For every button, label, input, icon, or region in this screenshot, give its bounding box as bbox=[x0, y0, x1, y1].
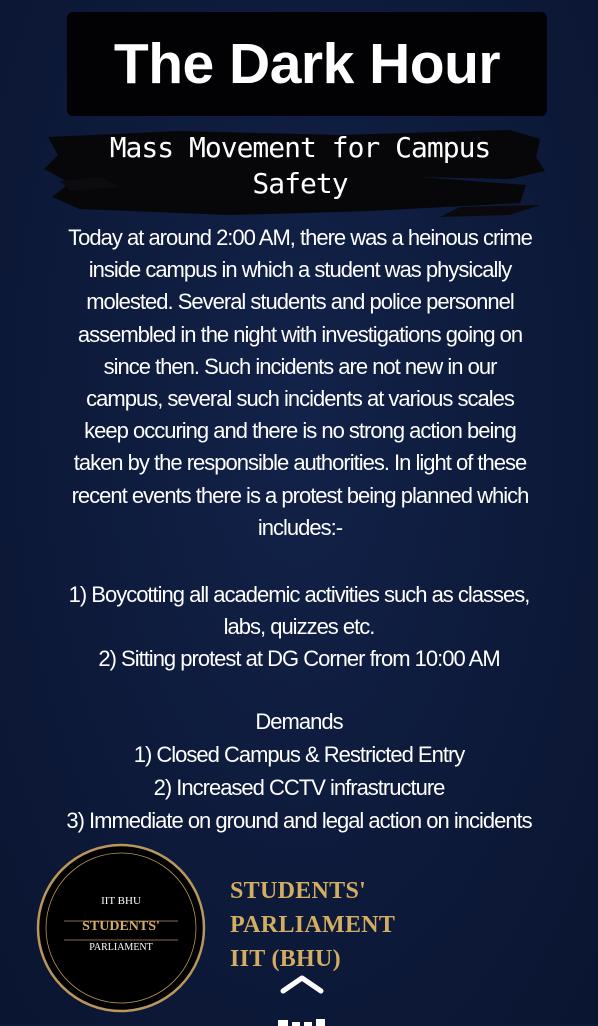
poster-subtitle bbox=[50, 130, 550, 202]
subtitle-line-2: Safety bbox=[252, 167, 348, 200]
demands-heading: Demands bbox=[255, 709, 343, 734]
poster-title: The Dark Hour bbox=[113, 32, 501, 96]
demand-item: 3) Immediate on ground and legal action on incidents bbox=[66, 808, 532, 833]
paragraph-line: molested. Several students and police personnel bbox=[86, 289, 514, 315]
cut-off-caption-fragment bbox=[270, 1014, 340, 1026]
paragraph-line: campus, several such incidents at various scales bbox=[86, 386, 514, 412]
seal-text-students: STUDENTS' bbox=[82, 919, 160, 934]
paragraph-line: assembled in the night with investigations going on bbox=[77, 321, 523, 347]
paragraph-line: taken by the responsible authorities. In light of these bbox=[73, 450, 527, 476]
subtitle-line-1: Mass Movement for Campus bbox=[109, 131, 491, 164]
organizer-name-line-2: PARLIAMENT bbox=[230, 912, 396, 938]
paragraph-line: inside campus in which a student was physically bbox=[88, 257, 512, 283]
chevron-up-icon[interactable] bbox=[279, 972, 325, 996]
paragraph-line: recent events there is a protest being planned which bbox=[71, 482, 529, 508]
paragraph-line: since then. Such incidents are not new in our bbox=[103, 353, 497, 379]
organizer-name-line-3: IIT (BHU) bbox=[230, 946, 341, 972]
seal-text-parliament: PARLIAMENT bbox=[89, 942, 153, 953]
plan-item-1-continued: labs, quizzes etc. bbox=[223, 614, 375, 639]
title-banner bbox=[67, 12, 547, 116]
demand-item: 2) Increased CCTV infrastructure bbox=[153, 775, 445, 800]
paragraph-line: Today at around 2:00 AM, there was a heinous crime bbox=[68, 225, 532, 250]
demand-item: 1) Closed Campus & Restricted Entry bbox=[133, 742, 465, 767]
organizer-name-line-1: STUDENTS' bbox=[230, 878, 367, 904]
plan-item-1: 1) Boycotting all academic activities such as classes, bbox=[68, 582, 530, 607]
paragraph-line: keep occuring and there is no strong action being bbox=[84, 418, 516, 444]
plan-item-2: 2) Sitting protest at DG Corner from 10:00 AM bbox=[98, 646, 500, 671]
seal-text-iit-bhu: IIT BHU bbox=[101, 895, 141, 907]
paragraph-line: includes:- bbox=[257, 514, 343, 540]
incident-description bbox=[30, 222, 570, 544]
